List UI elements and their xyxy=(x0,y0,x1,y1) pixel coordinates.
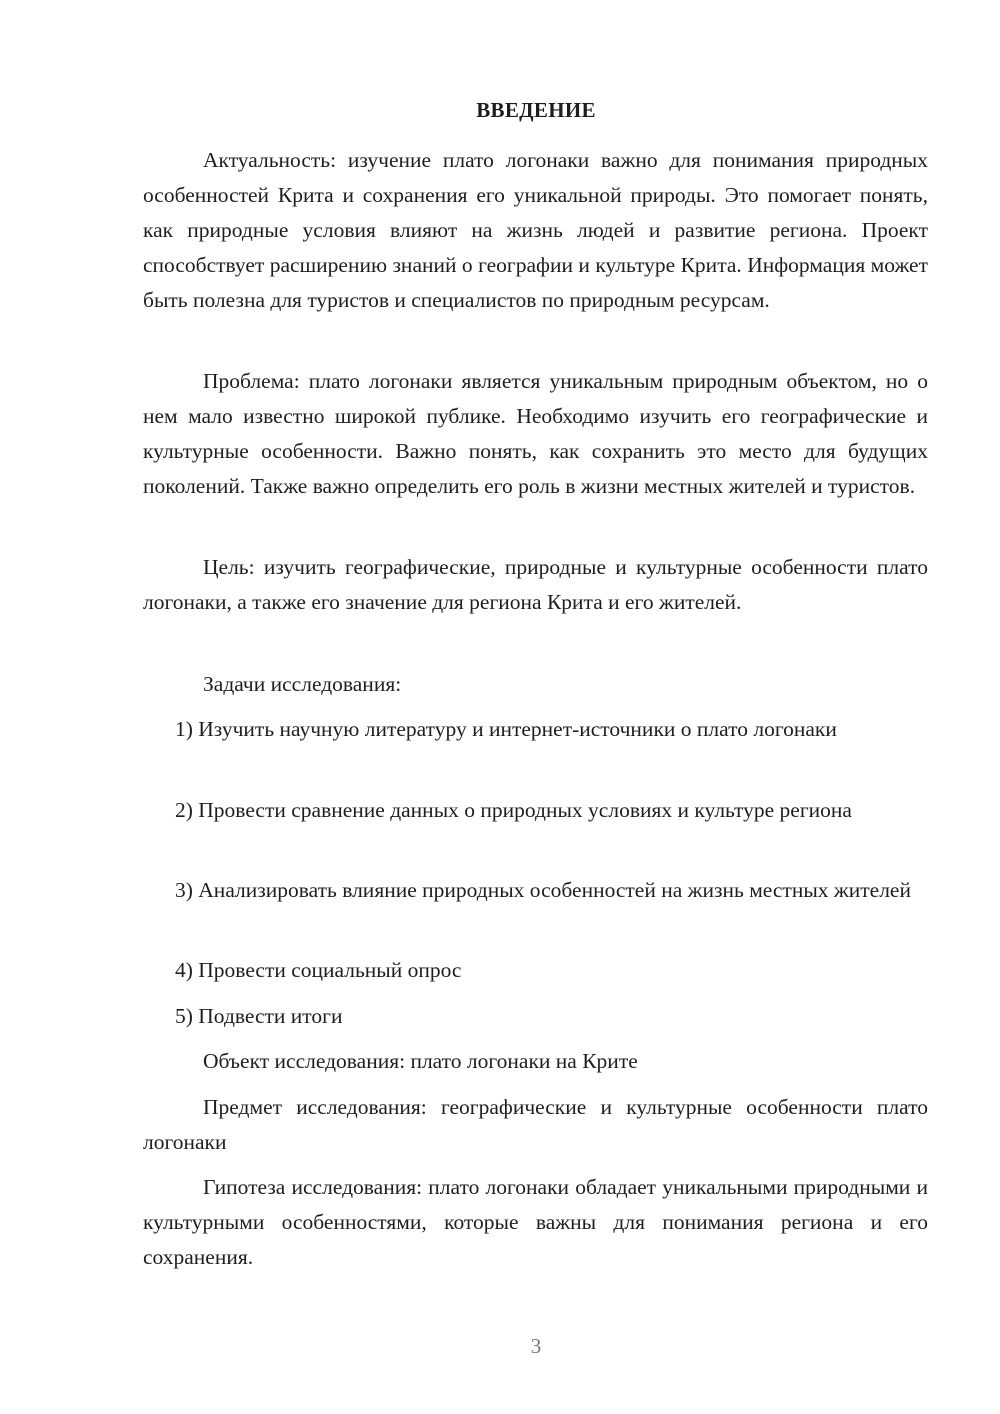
problem-paragraph: Проблема: плато логонаки является уникальным природным объектом, но о нем мало известно широкой публике. Необходимо изучить его географические и культурные особенности. Важно понять, как сохранить это место для будущих поколений. Также важно определить его роль в жизни местных жителей и туристов. xyxy=(143,369,928,498)
task-item-4: 4) Провести социальный опрос xyxy=(175,958,462,982)
page-title: ВВЕДЕНИЕ xyxy=(476,98,596,122)
task-item-2: 2) Провести сравнение данных о природных условиях и культуре региона xyxy=(175,798,852,822)
task-item-5: 5) Подвести итоги xyxy=(175,1004,343,1028)
page-number: 3 xyxy=(530,1334,542,1358)
task-item-1: 1) Изучить научную литературу и интернет-источники о плато логонаки xyxy=(175,717,837,741)
relevance-paragraph: Актуальность: изучение плато логонаки важно для понимания природных особенностей Крита и сохранения его уникальной природы. Это помогает понять, как природные условия влияют на жизнь людей и развитие региона. Проект способствует расширению знаний о географии и культуре Крита. Информация может быть полезна для туристов и специалистов по природным ресурсам. xyxy=(143,148,928,312)
task-item-3: 3) Анализировать влияние природных особенностей на жизнь местных жителей xyxy=(175,878,911,902)
goal-paragraph: Цель: изучить географические, природные и культурные особенности плато логонаки, а также его значение для региона Крита и его жителей. xyxy=(143,555,928,614)
hypothesis-paragraph: Гипотеза исследования: плато логонаки обладает уникальными природными и культурными особенностями, которые важны для понимания региона и его сохранения. xyxy=(143,1175,928,1269)
object-paragraph: Объект исследования: плато логонаки на Крите xyxy=(203,1049,638,1073)
subject-paragraph: Предмет исследования: географические и культурные особенности плато логонаки xyxy=(143,1095,928,1154)
tasks-title: Задачи исследования: xyxy=(203,672,402,696)
